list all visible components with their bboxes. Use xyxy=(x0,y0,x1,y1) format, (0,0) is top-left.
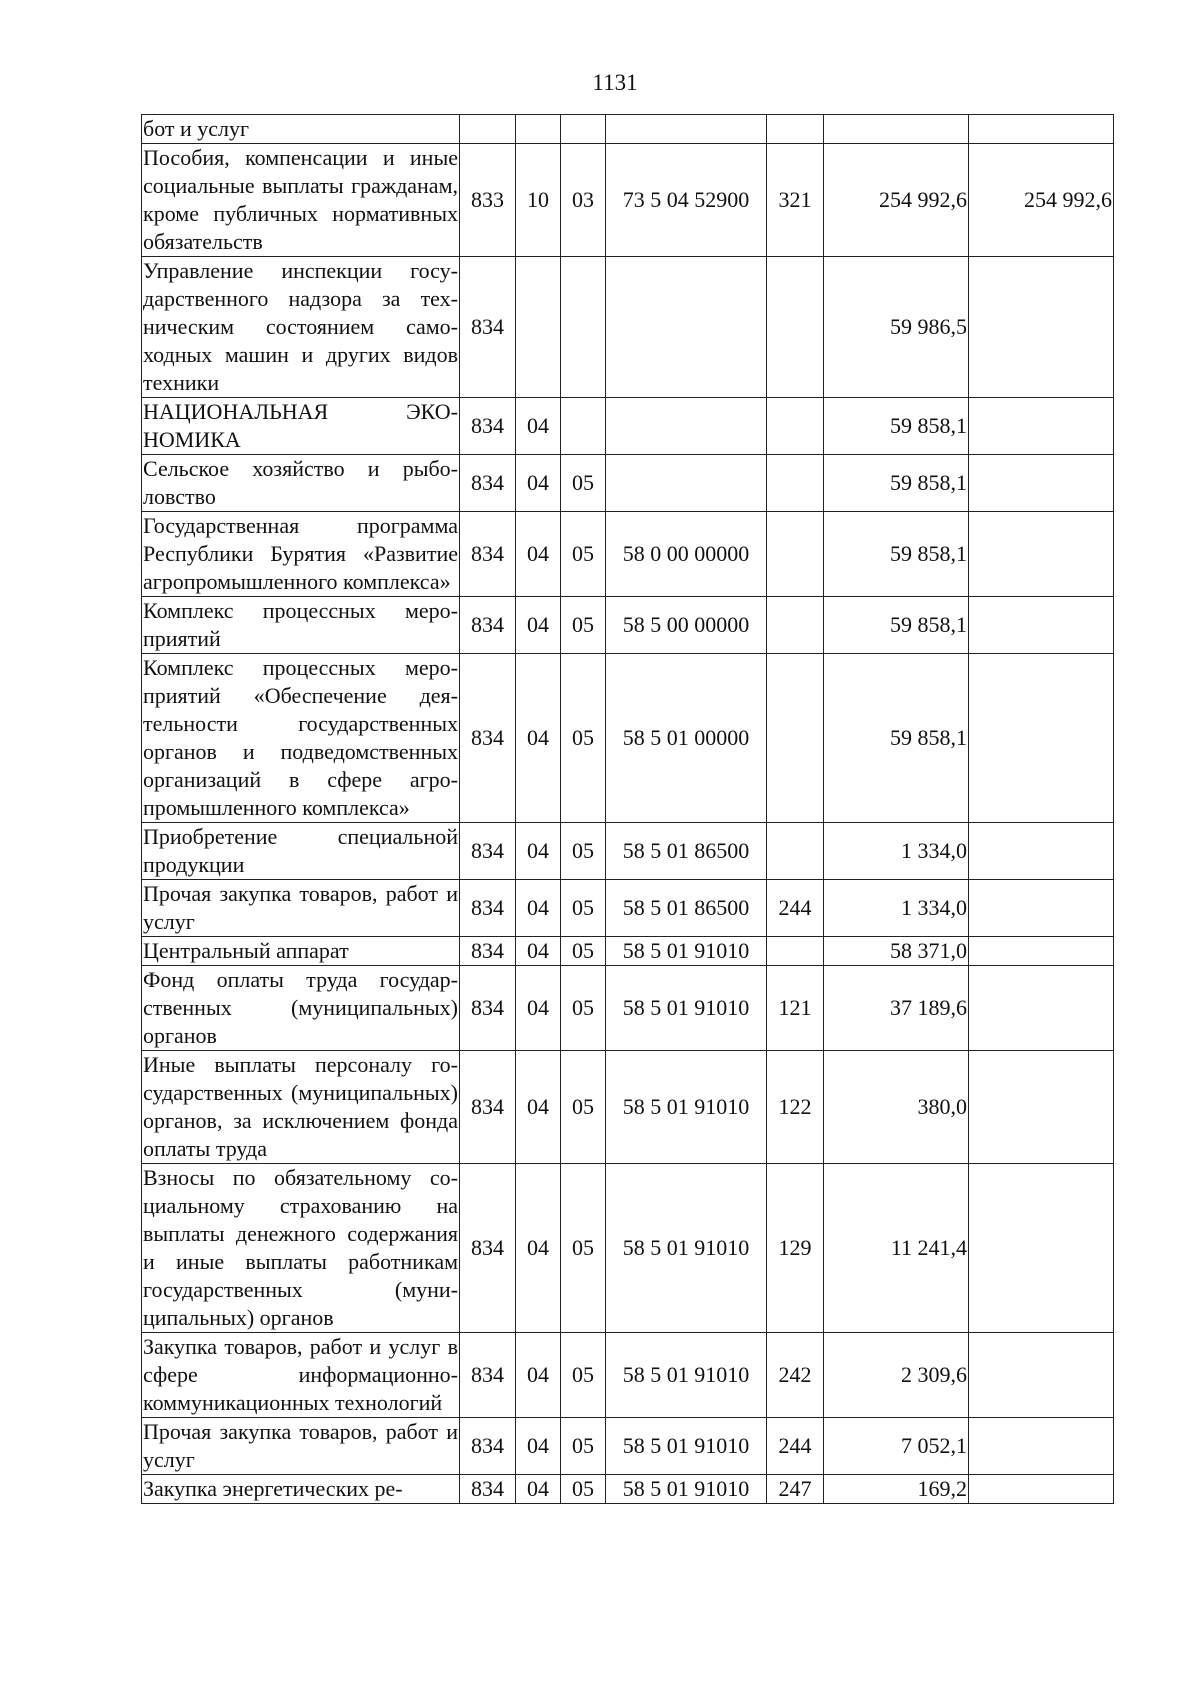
expense-type-code xyxy=(767,512,824,597)
amount-subvention xyxy=(969,257,1114,398)
section-code: 04 xyxy=(516,1164,561,1333)
table-row xyxy=(142,823,1114,880)
row-name: Центральный аппарат xyxy=(142,937,460,966)
subsection-code: 05 xyxy=(561,937,606,966)
row-name: Иные выплаты персоналу государственных (муниципальных) органов, за исключением фонда оплаты труда xyxy=(142,1051,460,1164)
target-article-code: 73 5 04 52900 xyxy=(606,144,767,257)
target-article-code: 58 5 01 91010 xyxy=(606,1418,767,1475)
amount-total: 59 858,1 xyxy=(824,455,969,512)
amount-subvention xyxy=(969,1475,1114,1504)
ministry-code: 834 xyxy=(460,1333,516,1418)
amount-subvention xyxy=(969,115,1114,144)
target-article-code: 58 5 01 91010 xyxy=(606,937,767,966)
subsection-code: 03 xyxy=(561,144,606,257)
table-row xyxy=(142,1051,1114,1164)
subsection-code xyxy=(561,398,606,455)
budget-table xyxy=(141,114,1114,1504)
page-number: 1131 xyxy=(592,70,638,95)
subsection-code: 05 xyxy=(561,1418,606,1475)
row-name: Прочая закупка товаров, работ и услуг xyxy=(142,880,460,937)
subsection-code xyxy=(561,115,606,144)
amount-total: 58 371,0 xyxy=(824,937,969,966)
amount-subvention xyxy=(969,1164,1114,1333)
row-name: Пособия, компенсации и иные социальные выплаты гражданам, кроме публичных нормативных обязательств xyxy=(142,144,460,257)
row-name: Государственная программа Республики Бурятия «Развитие агропромышленного комплекса» xyxy=(142,512,460,597)
amount-total: 254 992,6 xyxy=(824,144,969,257)
row-name: Управление инспекции государственного надзора за техническим состоянием самоходных машин и других видов техники xyxy=(142,257,460,398)
section-code: 10 xyxy=(516,144,561,257)
section-code: 04 xyxy=(516,1475,561,1504)
table-row xyxy=(142,115,1114,144)
table-row xyxy=(142,257,1114,398)
subsection-code: 05 xyxy=(561,512,606,597)
amount-total: 380,0 xyxy=(824,1051,969,1164)
target-article-code xyxy=(606,115,767,144)
amount-subvention xyxy=(969,880,1114,937)
table-row xyxy=(142,597,1114,654)
amount-subvention xyxy=(969,398,1114,455)
row-name: Фонд оплаты труда государственных (муниципальных) органов xyxy=(142,966,460,1051)
table-row xyxy=(142,455,1114,512)
expense-type-code: 244 xyxy=(767,880,824,937)
amount-total: 1 334,0 xyxy=(824,823,969,880)
target-article-code: 58 5 01 86500 xyxy=(606,823,767,880)
target-article-code xyxy=(606,398,767,455)
row-name: Комплекс процессных мероприятий «Обеспечение деятельности государственных органов и подведомственных организаций в сфере агропромышленного комплекса» xyxy=(142,654,460,823)
subsection-code: 05 xyxy=(561,654,606,823)
amount-subvention xyxy=(969,1333,1114,1418)
row-name: Сельское хозяйство и рыболовство xyxy=(142,455,460,512)
target-article-code: 58 5 01 91010 xyxy=(606,1051,767,1164)
amount-total: 59 986,5 xyxy=(824,257,969,398)
expense-type-code: 122 xyxy=(767,1051,824,1164)
amount-subvention xyxy=(969,1051,1114,1164)
amount-total: 59 858,1 xyxy=(824,597,969,654)
table-row xyxy=(142,1475,1114,1504)
ministry-code: 834 xyxy=(460,966,516,1051)
subsection-code: 05 xyxy=(561,1475,606,1504)
expense-type-code xyxy=(767,654,824,823)
expense-type-code xyxy=(767,597,824,654)
section-code: 04 xyxy=(516,1418,561,1475)
row-name: НАЦИОНАЛЬНАЯ ЭКОНОМИКА xyxy=(142,398,460,455)
row-name: Комплекс процессных мероприятий xyxy=(142,597,460,654)
subsection-code: 05 xyxy=(561,1333,606,1418)
table-row xyxy=(142,937,1114,966)
section-code: 04 xyxy=(516,823,561,880)
amount-total xyxy=(824,115,969,144)
section-code: 04 xyxy=(516,880,561,937)
amount-subvention xyxy=(969,966,1114,1051)
section-code: 04 xyxy=(516,654,561,823)
row-name: Приобретение специальной продукции xyxy=(142,823,460,880)
ministry-code: 834 xyxy=(460,880,516,937)
ministry-code: 833 xyxy=(460,144,516,257)
expense-type-code xyxy=(767,257,824,398)
table-row xyxy=(142,966,1114,1051)
ministry-code xyxy=(460,115,516,144)
amount-total: 1 334,0 xyxy=(824,880,969,937)
ministry-code: 834 xyxy=(460,597,516,654)
target-article-code: 58 5 01 91010 xyxy=(606,1475,767,1504)
row-name: Прочая закупка товаров, работ и услуг xyxy=(142,1418,460,1475)
section-code: 04 xyxy=(516,1051,561,1164)
row-name: бот и услуг xyxy=(142,115,460,144)
ministry-code: 834 xyxy=(460,512,516,597)
table-row xyxy=(142,880,1114,937)
table-row xyxy=(142,398,1114,455)
amount-subvention xyxy=(969,654,1114,823)
expense-type-code: 247 xyxy=(767,1475,824,1504)
amount-total: 169,2 xyxy=(824,1475,969,1504)
amount-subvention xyxy=(969,937,1114,966)
ministry-code: 834 xyxy=(460,257,516,398)
expense-type-code: 121 xyxy=(767,966,824,1051)
amount-total: 7 052,1 xyxy=(824,1418,969,1475)
section-code xyxy=(516,115,561,144)
table-row xyxy=(142,512,1114,597)
expense-type-code: 129 xyxy=(767,1164,824,1333)
ministry-code: 834 xyxy=(460,1164,516,1333)
subsection-code: 05 xyxy=(561,455,606,512)
subsection-code: 05 xyxy=(561,1164,606,1333)
section-code xyxy=(516,257,561,398)
subsection-code: 05 xyxy=(561,1051,606,1164)
row-name: Взносы по обязательному социальному страхованию на выплаты денежного содержания и иные выплаты работникам государственных (муниципальных) органов xyxy=(142,1164,460,1333)
target-article-code: 58 5 00 00000 xyxy=(606,597,767,654)
target-article-code: 58 5 01 91010 xyxy=(606,1333,767,1418)
section-code: 04 xyxy=(516,398,561,455)
row-name: Закупка товаров, работ и услуг в сфере информационно-коммуникационных технологий xyxy=(142,1333,460,1418)
subsection-code: 05 xyxy=(561,966,606,1051)
amount-total: 59 858,1 xyxy=(824,512,969,597)
section-code: 04 xyxy=(516,597,561,654)
ministry-code: 834 xyxy=(460,1475,516,1504)
target-article-code: 58 0 00 00000 xyxy=(606,512,767,597)
subsection-code: 05 xyxy=(561,880,606,937)
section-code: 04 xyxy=(516,966,561,1051)
amount-total: 37 189,6 xyxy=(824,966,969,1051)
subsection-code xyxy=(561,257,606,398)
subsection-code: 05 xyxy=(561,597,606,654)
target-article-code: 58 5 01 00000 xyxy=(606,654,767,823)
target-article-code: 58 5 01 91010 xyxy=(606,966,767,1051)
section-code: 04 xyxy=(516,937,561,966)
expense-type-code xyxy=(767,823,824,880)
expense-type-code: 242 xyxy=(767,1333,824,1418)
amount-subvention xyxy=(969,455,1114,512)
ministry-code: 834 xyxy=(460,823,516,880)
ministry-code: 834 xyxy=(460,1418,516,1475)
target-article-code: 58 5 01 91010 xyxy=(606,1164,767,1333)
table-row xyxy=(142,1418,1114,1475)
amount-subvention xyxy=(969,512,1114,597)
target-article-code xyxy=(606,257,767,398)
table-row xyxy=(142,144,1114,257)
amount-total: 59 858,1 xyxy=(824,398,969,455)
target-article-code xyxy=(606,455,767,512)
section-code: 04 xyxy=(516,512,561,597)
table-row xyxy=(142,654,1114,823)
expense-type-code: 321 xyxy=(767,144,824,257)
table-row xyxy=(142,1164,1114,1333)
expense-type-code xyxy=(767,455,824,512)
section-code: 04 xyxy=(516,1333,561,1418)
amount-subvention xyxy=(969,1418,1114,1475)
expense-type-code xyxy=(767,115,824,144)
section-code: 04 xyxy=(516,455,561,512)
subsection-code: 05 xyxy=(561,823,606,880)
row-name: Закупка энергетических ре- xyxy=(142,1475,460,1504)
expense-type-code xyxy=(767,398,824,455)
amount-total: 59 858,1 xyxy=(824,654,969,823)
ministry-code: 834 xyxy=(460,398,516,455)
amount-subvention xyxy=(969,597,1114,654)
expense-type-code: 244 xyxy=(767,1418,824,1475)
table-row xyxy=(142,1333,1114,1418)
ministry-code: 834 xyxy=(460,654,516,823)
expense-type-code xyxy=(767,937,824,966)
ministry-code: 834 xyxy=(460,455,516,512)
ministry-code: 834 xyxy=(460,1051,516,1164)
amount-total: 11 241,4 xyxy=(824,1164,969,1333)
amount-total: 2 309,6 xyxy=(824,1333,969,1418)
ministry-code: 834 xyxy=(460,937,516,966)
amount-subvention: 254 992,6 xyxy=(969,144,1114,257)
target-article-code: 58 5 01 86500 xyxy=(606,880,767,937)
amount-subvention xyxy=(969,823,1114,880)
